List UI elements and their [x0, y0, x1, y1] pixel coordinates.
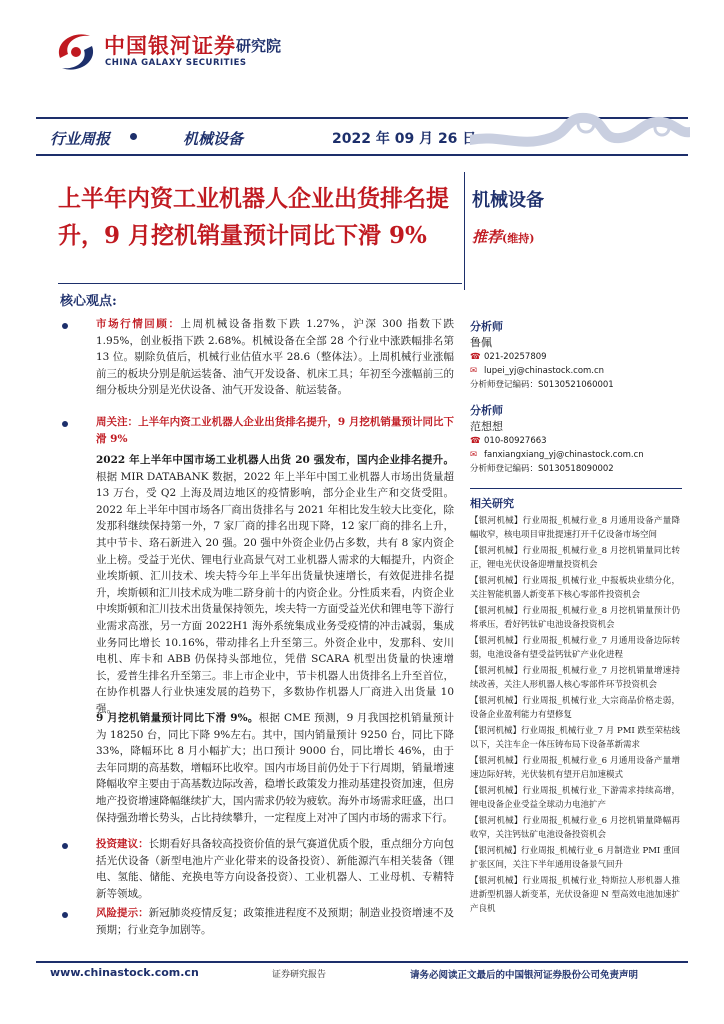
analyst-email-row [470, 364, 680, 378]
related-item[interactable]: 【银河机械】行业周报_机械行业_8 月挖机销量预计仍将承压，看好钙钛矿电池设备投资机会 [470, 606, 680, 630]
analyst-phone: 010-80927663 [484, 436, 547, 446]
bullet-icon [62, 421, 68, 427]
analyst-license: 分析师登记编码：S0130518090002 [470, 464, 614, 474]
analyst-card [470, 318, 680, 392]
excavator-text: 根据 CME 预测，9 月我国挖机销量预计为 18250 台，同比下降 9%左右。其中，国内销量预计 9250 台，同比下降 33%，降幅环比 8 月小幅扩大；出口预计 9000 台，同比增长 46%，由于去年同期的高基数，增幅环比收窄。国内市场目前仍处于下行周期，销量增速降幅收窄主要由于高基数边际改善，稳增长政策发力推动基建投资加速，但房地产投资增速降幅继续扩大，国内需求仍较为疲软。海外市场需求旺盛，出口保持强劲增长势头，占比持续攀升，一定程度上对冲了国内市场的需求下行。 [96, 712, 454, 824]
footer-rule [36, 961, 688, 963]
related-item[interactable]: 【银河机械】行业周报_机械行业_特斯拉人形机器人推进新型机器人新变革，光伏设备迎 N 型高效电池加速扩产良机 [470, 876, 680, 914]
analyst-name: 鲁佩 [470, 336, 492, 349]
related-research-heading: 相关研究 [470, 497, 514, 510]
brand-name-en: CHINA GALAXY SECURITIES [105, 58, 247, 68]
market-review-label: 市场行情回顾： [96, 318, 181, 330]
excavator-lead: 9 月挖机销量预计同比下滑 9%。 [96, 712, 259, 724]
rating [472, 226, 534, 247]
risk-label: 风险提示： [96, 907, 149, 919]
related-item[interactable]: 【银河机械】行业周报_机械行业_下游需求持续高增，锂电设备企业受益全球动力电池扩产 [470, 786, 680, 810]
related-item[interactable]: 【银河机械】行业周报_机械行业_8 月通用设备产量降幅收窄，核电项目审批提速打开千亿设备市场空间 [470, 516, 680, 540]
galaxy-logo-icon [52, 28, 100, 76]
phone-icon: ☎ [470, 436, 481, 446]
analyst-license: 分析师登记编码：S0130521060001 [470, 380, 614, 390]
market-review-paragraph [96, 316, 454, 399]
related-item[interactable]: 【银河机械】行业周报_机械行业_大宗商品价格走弱，设备企业盈利能力有望修复 [470, 696, 680, 720]
related-research-list [470, 514, 680, 918]
risk-text: 新冠肺炎疫情反复；政策推进程度不及预期；制造业投资增速不及预期；行业竞争加剧等。 [96, 907, 455, 936]
related-item[interactable]: 【银河机械】行业周报_机械行业_6 月挖机销量降幅再收窄，关注钙钛矿电池设备投资机会 [470, 816, 680, 840]
risk-paragraph [96, 905, 454, 938]
related-rule [470, 488, 682, 489]
brand-name-cn: 中国银河证券 [104, 34, 236, 58]
investment-advice-label: 投资建议： [96, 838, 149, 850]
division-label: 研究院 [236, 37, 282, 55]
bullet-icon [62, 323, 68, 329]
analyst-email-row [470, 448, 680, 462]
related-item[interactable]: 【银河机械】行业周报_机械行业_7 月通用设备边际转弱，电池设备有望受益钙钛矿产业化进程 [470, 636, 680, 660]
core-viewpoints-label: 核心观点: [60, 294, 117, 309]
rating-label: 推荐 [472, 228, 503, 246]
separator-dot-icon [130, 133, 137, 140]
phone-icon: ☎ [470, 352, 481, 362]
bullet-icon [62, 912, 68, 918]
related-item[interactable]: 【银河机械】行业周报_机械行业_8 月挖机销量同比转正，锂电光伏设备迎增量投资机会 [470, 546, 680, 570]
bullet-icon [62, 843, 68, 849]
analyst-phone: 021-20257809 [484, 352, 547, 362]
rating-note: (维持) [502, 232, 535, 245]
related-item[interactable]: 【银河机械】行业周报_机械行业_7 月 PMI 跌至荣枯线以下，关注车企一体压铸布局下设备革新需求 [470, 726, 680, 750]
email-icon: ✉ [470, 366, 478, 376]
analyst-card [470, 402, 680, 476]
related-item[interactable]: 【银河机械】行业周报_机械行业_7 月挖机销量增速持续改善，关注人形机器人核心零部件环节投资机会 [470, 666, 680, 690]
report-title: 上半年内资工业机器人企业出货排名提升，9 月挖机销量预计同比下滑 9% [58, 185, 449, 249]
related-item[interactable]: 【银河机械】行业周报_机械行业_中报板块业绩分化，关注智能机器人新变革下核心零部件投资机会 [470, 576, 680, 600]
robot-ranking-text: 根据 MIR DATABANK 数据，2022 年上半年中国工业机器人市场出货量超 13 万台，受 Q2 上海及周边地区的疫情影响，部分企业生产和交货受阻。2022 年上半年中国市场各厂商出货排名与 2021 年相比发生较大比变化，除发那科继续保持第一外，7 家厂商的排名出现下降，12 家厂商的排名上升，其中节卡、珞石新进入 20 强。20 强中外资企业仍占多数，共有 8 家内资企业上榜。受益于光伏、锂电行业高景气对工业机器人需求的大幅提升，内资企业埃斯顿、汇川技术、埃夫特今年上半年出货量快速增长，有效促进排名提升，埃斯顿和汇川技术成为唯二跻身前十的内资企业。分性质来看，内资企业中埃斯顿和汇川技术出货量保持领先，埃夫特一方面受益光伏和锂电等下游行业需求高涨，另一方面 2022H1 海外系统集成业务受疫情的冲击减弱，集成业务同比增长 10.16%，带动排名上升至第三。外资企业中，发那科、安川电机、库卡和 ABB 仍保持头部地位，凭借 SCARA 机型出货量的快速增长，爱普生排名升至第三。非上市企业中，节卡机器人出货排名上升至首位，在协作机器人行业快速发展的趋势下，多数协作机器人厂商进入出货量 10 强。 [96, 470, 454, 715]
analyst-email[interactable]: lupei_yj@chinastock.com.cn [484, 366, 605, 376]
analyst-heading: 分析师 [470, 404, 503, 417]
robot-ranking-paragraph [96, 452, 454, 718]
side-industry: 机械设备 [472, 190, 544, 211]
analyst-phone-row [470, 434, 680, 448]
analyst-heading: 分析师 [470, 320, 503, 333]
related-item[interactable]: 【银河机械】行业周报_机械行业_6 月制造业 PMI 重回扩张区间，关注下半年通用设备景气回升 [470, 846, 680, 870]
footer-disclaimer: 请务必阅读正文最后的中国银河证券股份公司免责声明 [410, 970, 639, 981]
robot-ranking-lead: 2022 年上半年中国市场工业机器人出货 20 强发布，国内企业排名提升。 [96, 454, 454, 466]
analyst-email[interactable]: fanxiangxiang_yj@chinastock.com.cn [484, 450, 644, 460]
investment-advice-text: 长期看好具备较高投资价值的景气赛道优质个股，重点细分方向包括光伏设备（新型电池片产业化带来的设备投资）、新能源汽车相关装备（锂电、氢能、储能、充换电等方向设备投资）、工业机器人、工业母机、专精特新等领域。 [96, 838, 455, 900]
footer-center-label: 证券研究报告 [272, 970, 327, 980]
analyst-name: 范想想 [470, 420, 503, 433]
excavator-paragraph [96, 710, 454, 826]
analyst-phone-row [470, 350, 680, 364]
header-bottom-rule [36, 154, 688, 156]
email-icon: ✉ [470, 450, 478, 460]
title-divider [464, 172, 465, 290]
footer-url[interactable]: www.chinastock.com.cn [50, 966, 199, 979]
investment-advice-paragraph [96, 836, 454, 902]
report-date: 2022 年 09 月 26 日 [332, 131, 477, 147]
market-review-text: 上周机械设备指数下跌 1.27%，沪深 300 指数下跌 1.95%，创业板指下跌 2.68%。机械设备在全部 28 个行业中涨跌幅排名第 13 位。剔除负值后，机械行业估值水平 28.6（整体法）。上周机械行业涨幅前三的板块分别是航运装备、油气开发设备、机床工具；年初至今涨幅前三的细分板块分别是光伏设备、油气开发设备、航运装备。 [96, 318, 454, 397]
title-rule [58, 283, 462, 284]
report-type: 行业周报 [50, 130, 111, 148]
related-item[interactable]: 【银河机械】行业周报_机械行业_6 月通用设备产量增速边际好转，光伏装机有望开启加速模式 [470, 756, 680, 780]
report-industry: 机械设备 [183, 130, 244, 148]
weekly-focus-paragraph: 周关注：上半年内资工业机器人企业出货排名提升，9 月挖机销量预计同比下滑 9% [96, 416, 454, 445]
